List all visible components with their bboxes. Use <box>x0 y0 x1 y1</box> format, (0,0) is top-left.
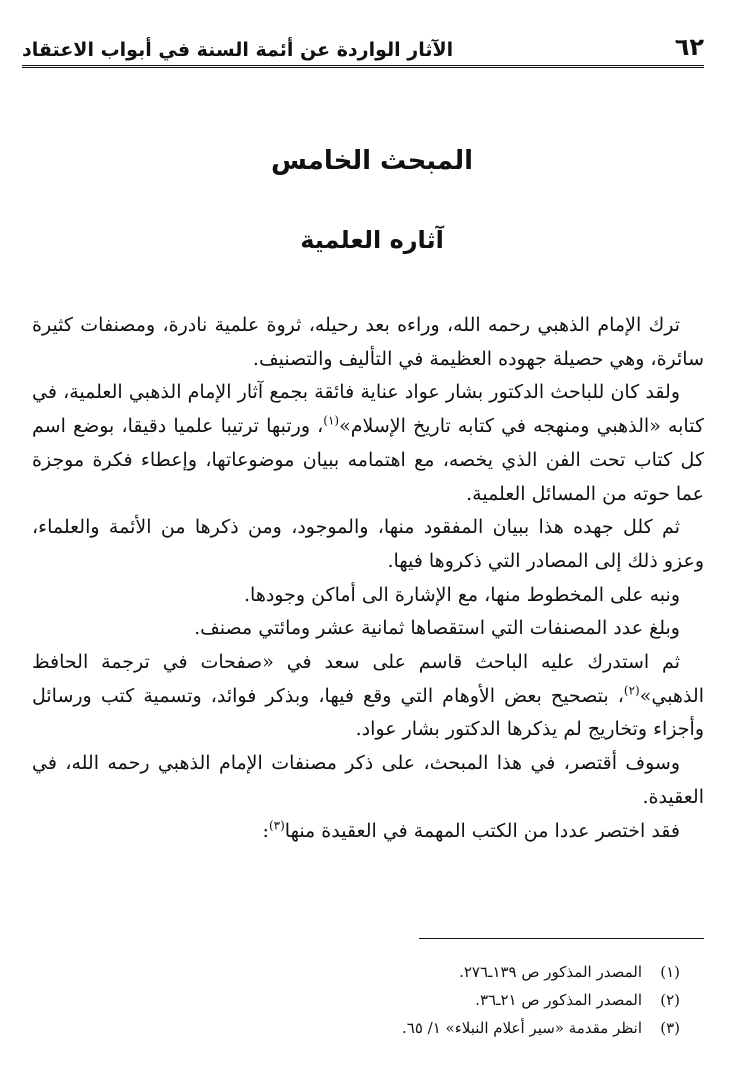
paragraph-text-cont: ، ورتبها ترتيبا علميا دقيقا، بوضع اسم كل كتاب تحت الفن الذي يخصه، مع اهتمامه ببيان موضوعاتها، وإعطاء فكرة موجزة عما حوته من المسائل العلمية. <box>32 415 704 505</box>
paragraph <box>32 579 704 613</box>
footnote <box>32 958 680 986</box>
paragraph-text: ترك الإمام الذهبي رحمه الله، وراءه بعد رحيله، ثروة علمية نادرة، ومصنفات كثيرة سائرة، وهي حصيلة جهوده العظيمة في التأليف والتصنيف. <box>32 314 704 370</box>
page-number: ٦٢ <box>674 33 704 61</box>
chapter-title: آثاره العلمية <box>300 226 444 254</box>
paragraph <box>32 815 704 849</box>
footnote-text: المصدر المذكور ص ١٣٩ـ٢٧٦. <box>459 963 642 981</box>
paragraph-text: ولقد كان للباحث الدكتور بشار عواد عناية فائقة بجمع آثار الإمام الذهبي العلمية، في كتابه «الذهبي ومنهجه في كتابه تاريخ الإسلام» <box>32 381 704 438</box>
paragraph <box>32 612 704 646</box>
paragraph-text-cont: ، بتصحيح بعض الأوهام التي وقع فيها، وبذكر فوائد، وتسمية كتب ورسائل وأجزاء وتخاريج لم يذكرها الدكتور بشار عواد. <box>32 684 704 741</box>
paragraph-text: وسوف أقتصر، في هذا المبحث، على ذكر مصنفات الإمام الذهبي رحمه الله، في العقيدة. <box>32 752 704 808</box>
footnote <box>32 986 680 1014</box>
footnotes <box>32 958 680 1042</box>
paragraph <box>32 747 704 814</box>
paragraph <box>32 376 704 511</box>
footnote-number: (٣) <box>660 1019 680 1037</box>
paragraph-text: ثم استدرك عليه الباحث قاسم على سعد في «صفحات في ترجمة الحافظ الذهبي» <box>32 651 704 707</box>
body-text <box>32 309 704 848</box>
footnote-separator <box>419 938 704 939</box>
page-header <box>22 24 704 68</box>
section-title: المبحث الخامس <box>270 146 474 176</box>
footnote-ref: (٣) <box>268 818 285 833</box>
footnote-ref: (٢) <box>623 683 640 698</box>
footnote-text: انظر مقدمة «سير أعلام النبلاء» ١/ ٦٥. <box>401 1019 642 1037</box>
footnote <box>32 1014 680 1042</box>
footnote-text: المصدر المذكور ص ٢١ـ٣٦. <box>475 991 642 1009</box>
paragraph-text-cont: : <box>262 819 269 842</box>
paragraph-text: فقد اختصر عددا من الكتب المهمة في العقيدة منها <box>284 819 680 842</box>
paragraph <box>32 646 704 747</box>
paragraph <box>32 511 704 578</box>
footnote-ref: (١) <box>323 413 340 428</box>
paragraph-text: ثم كلل جهده هذا ببيان المفقود منها، والموجود، ومن ذكرها من الأئمة والعلماء، وعزو ذلك إلى المصادر التي ذكروها فيها. <box>32 516 704 572</box>
footnote-number: (٢) <box>660 991 680 1009</box>
footnote-number: (١) <box>660 963 680 981</box>
paragraph-text: وبلغ عدد المصنفات التي استقصاها ثمانية عشر ومائتي مصنف. <box>194 617 680 640</box>
running-title: الآثار الواردة عن أئمة السنة في أبواب الاعتقاد <box>22 39 454 61</box>
paragraph <box>32 309 704 376</box>
paragraph-text: ونبه على المخطوط منها، مع الإشارة الى أماكن وجودها. <box>244 583 680 606</box>
